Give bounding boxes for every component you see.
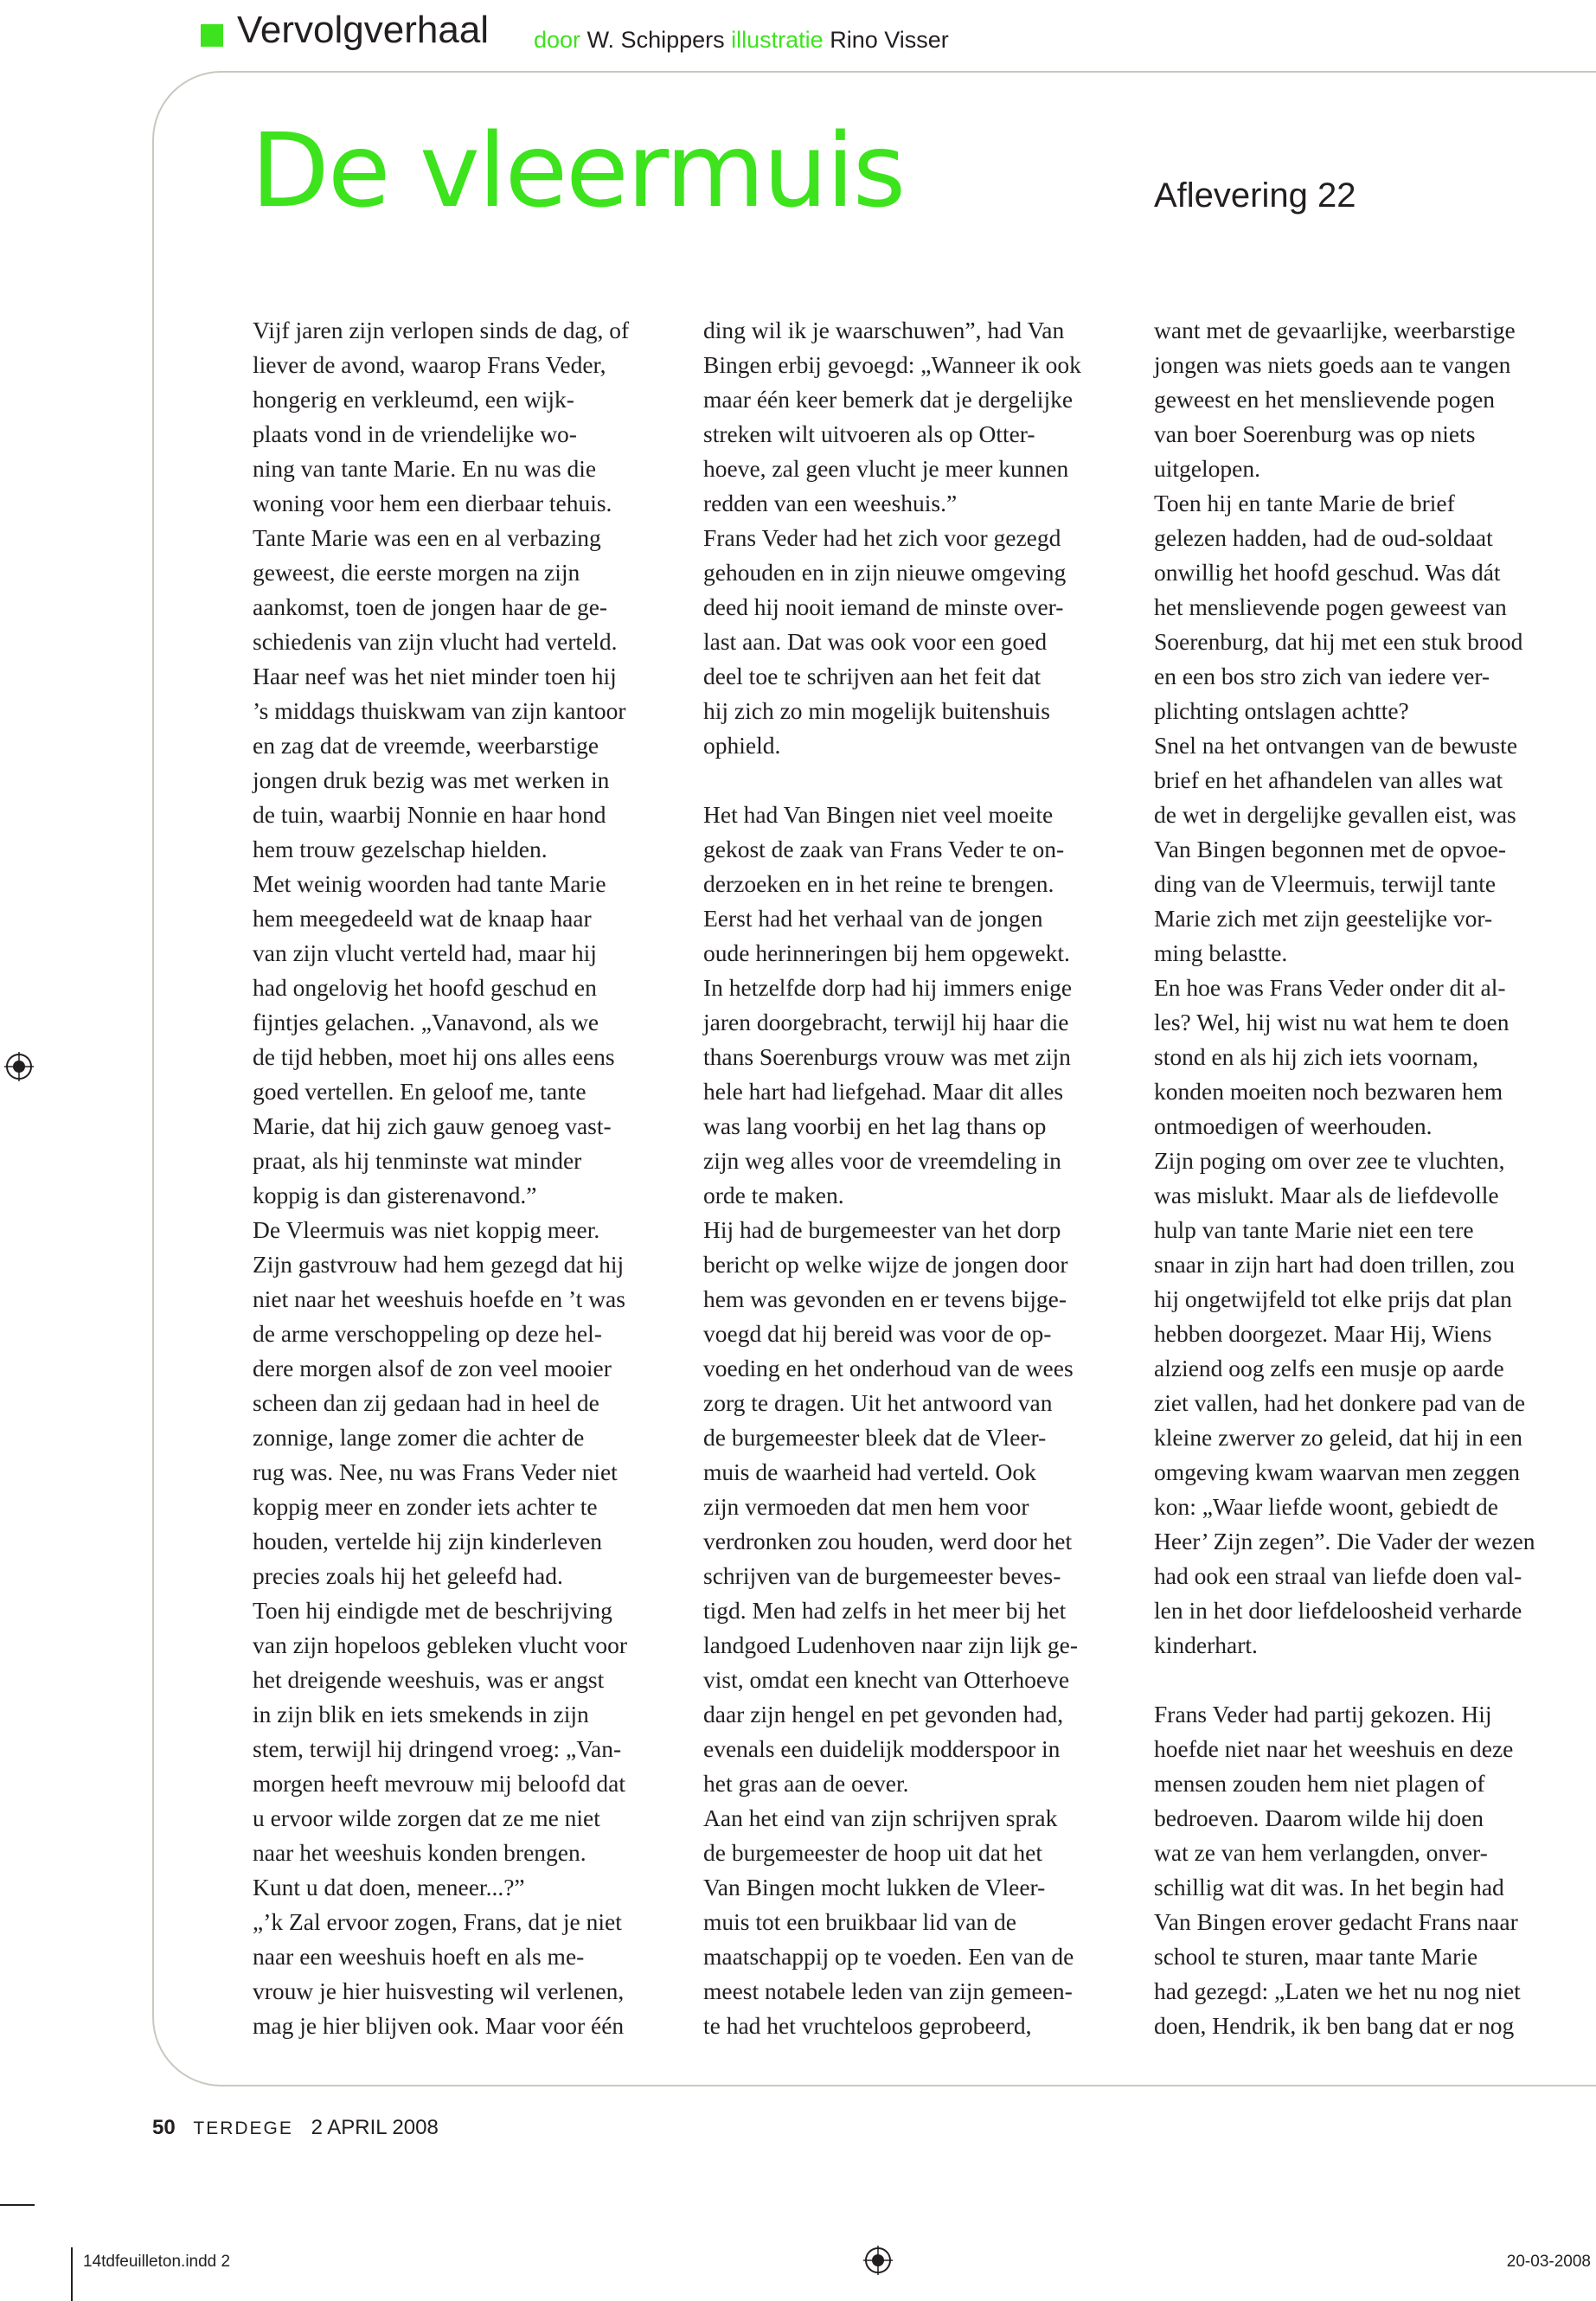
issue-date: 2 APRIL 2008 bbox=[311, 2116, 439, 2139]
text-column-1 bbox=[253, 313, 702, 2043]
text-line: redden van een weeshuis.” bbox=[703, 490, 958, 516]
text-line: liever de avond, waarop Frans Veder, bbox=[253, 351, 606, 378]
text-line: fijntjes gelachen. „Vanavond, als we bbox=[253, 1009, 599, 1035]
byline-author: W. Schippers bbox=[586, 27, 725, 53]
text-line bbox=[703, 763, 1153, 798]
text-line: schillig wat dit was. In het begin had bbox=[1154, 1874, 1504, 1900]
text-line: de wet in dergelijke gevallen eist, was bbox=[1154, 801, 1516, 828]
text-line: de tuin, waarbij Nonnie en haar hond bbox=[253, 801, 606, 828]
text-line: hebben doorgezet. Maar Hij, Wiens bbox=[1154, 1320, 1492, 1347]
text-line: Haar neef was het niet minder toen hij bbox=[253, 663, 617, 689]
text-line: konden moeiten noch bezwaren hem bbox=[1154, 1078, 1503, 1105]
text-line: had ook een straal van liefde doen val- bbox=[1154, 1562, 1522, 1589]
text-line: Marie, dat hij zich gauw genoeg vast- bbox=[253, 1112, 612, 1139]
text-line: evenals een duidelijk modderspoor in bbox=[703, 1735, 1061, 1762]
text-line: zijn weg alles voor de vreemdeling in bbox=[703, 1147, 1061, 1174]
text-line: zijn vermoeden dat men hem voor bbox=[703, 1493, 1029, 1520]
text-line: vist, omdat een knecht van Otterhoeve bbox=[703, 1666, 1070, 1693]
text-line: meest notabele leden van zijn gemeen- bbox=[703, 1977, 1073, 2004]
text-line: voeding en het onderhoud van de wees bbox=[703, 1355, 1074, 1381]
text-line: orde te maken. bbox=[703, 1182, 844, 1208]
text-line: ontmoedigen of weerhouden. bbox=[1154, 1112, 1433, 1139]
text-line: Frans Veder had partij gekozen. Hij bbox=[1154, 1701, 1492, 1727]
text-line: gekost de zaak van Frans Veder te on- bbox=[703, 836, 1065, 862]
text-line: zorg te dragen. Uit het antwoord van bbox=[703, 1389, 1053, 1416]
text-line: Frans Veder had het zich voor gezegd bbox=[703, 524, 1061, 551]
crop-mark bbox=[71, 2247, 73, 2301]
text-line: want met de gevaarlijke, weerbarstige bbox=[1154, 317, 1516, 343]
text-line: Heer’ Zijn zegen”. Die Vader der wezen bbox=[1154, 1528, 1535, 1554]
text-line: Vijf jaren zijn verlopen sinds de dag, of bbox=[253, 317, 630, 343]
text-line: praat, als hij tenminste wat minder bbox=[253, 1147, 582, 1174]
text-column-2 bbox=[703, 313, 1153, 2043]
text-line: Marie zich met zijn geestelijke vor- bbox=[1154, 905, 1493, 932]
text-line: geweest, die eerste morgen na zijn bbox=[253, 559, 580, 586]
text-line: ziet vallen, had het donkere pad van de bbox=[1154, 1389, 1526, 1416]
registration-mark-icon bbox=[4, 1052, 34, 1081]
text-line: snaar in zijn hart had doen trillen, zou bbox=[1154, 1251, 1515, 1278]
text-line bbox=[1154, 1663, 1596, 1697]
section-marker-icon bbox=[201, 24, 223, 47]
text-line: muis de waarheid had verteld. Ook bbox=[703, 1458, 1036, 1485]
text-line: houden, vertelde hij zijn kinderleven bbox=[253, 1528, 602, 1554]
text-line: stond en als hij zich iets voornam, bbox=[1154, 1043, 1478, 1070]
crop-mark bbox=[0, 2204, 35, 2206]
text-line: Zijn poging om over zee te vluchten, bbox=[1154, 1147, 1505, 1174]
text-line: hem meegedeeld wat de knaap haar bbox=[253, 905, 592, 932]
text-line: van zijn vlucht verteld had, maar hij bbox=[253, 939, 597, 966]
text-line: had gezegd: „Laten we het nu nog niet bbox=[1154, 1977, 1521, 2004]
text-line: zonnige, lange zomer die achter de bbox=[253, 1424, 585, 1451]
text-line: van zijn hopeloos gebleken vlucht voor bbox=[253, 1631, 628, 1658]
text-line: gelezen hadden, had de oud-soldaat bbox=[1154, 524, 1493, 551]
text-line: naar een weeshuis hoeft en als me- bbox=[253, 1943, 585, 1970]
text-line: ’s middags thuiskwam van zijn kantoor bbox=[253, 697, 626, 724]
section-title: Vervolgverhaal bbox=[237, 9, 490, 51]
text-line: ding van de Vleermuis, terwijl tante bbox=[1154, 870, 1497, 897]
text-line: maar één keer bemerk dat je dergelijke bbox=[703, 386, 1074, 413]
text-line: kon: „Waar liefde woont, gebiedt de bbox=[1154, 1493, 1498, 1520]
registration-mark-icon bbox=[863, 2246, 893, 2275]
text-line: scheen dan zij gedaan had in heel de bbox=[253, 1389, 599, 1416]
text-line: schiedenis van zijn vlucht had verteld. bbox=[253, 628, 618, 655]
text-line: had ongelovig het hoofd geschud en bbox=[253, 974, 597, 1001]
text-line: u ervoor wilde zorgen dat ze me niet bbox=[253, 1804, 600, 1831]
text-line: rug was. Nee, nu was Frans Veder niet bbox=[253, 1458, 618, 1485]
text-line: de burgemeester de hoop uit dat het bbox=[703, 1839, 1043, 1866]
page-number: 50 bbox=[152, 2116, 176, 2139]
text-line: hulp van tante Marie niet een tere bbox=[1154, 1216, 1474, 1243]
text-line: Kunt u dat doen, meneer...?” bbox=[253, 1874, 525, 1900]
text-line: jaren doorgebracht, terwijl hij haar die bbox=[703, 1009, 1069, 1035]
text-line: tigd. Men had zelfs in het meer bij het bbox=[703, 1597, 1067, 1624]
text-line: Het had Van Bingen niet veel moeite bbox=[703, 801, 1054, 828]
text-line: geweest en het menslievende pogen bbox=[1154, 386, 1496, 413]
byline-illus-word: illustratie bbox=[731, 27, 824, 53]
text-line: Met weinig woorden had tante Marie bbox=[253, 870, 606, 897]
text-line: streken wilt uitvoeren als op Otter- bbox=[703, 420, 1035, 447]
text-line: de tijd hebben, moet hij ons alles eens bbox=[253, 1043, 615, 1070]
text-line: schrijven van de burgemeester beves- bbox=[703, 1562, 1061, 1589]
text-line: in zijn blik en iets smekends in zijn bbox=[253, 1701, 589, 1727]
text-line: oude herinneringen bij hem opgewekt. bbox=[703, 939, 1070, 966]
text-column-3 bbox=[1154, 313, 1596, 2043]
text-line: ding wil ik je waarschuwen”, had Van bbox=[703, 317, 1065, 343]
text-line: Bingen erbij gevoegd: „Wanneer ik ook bbox=[703, 351, 1081, 378]
text-line: woning voor hem een dierbaar tehuis. bbox=[253, 490, 612, 516]
text-line: mensen zouden hem niet plagen of bbox=[1154, 1770, 1485, 1797]
text-line: maatschappij op te voeden. Een van de bbox=[703, 1943, 1074, 1970]
text-line: en een bos stro zich van iedere ver- bbox=[1154, 663, 1490, 689]
text-line: ning van tante Marie. En nu was die bbox=[253, 455, 597, 482]
text-line: landgoed Ludenhoven naar zijn lijk ge- bbox=[703, 1631, 1078, 1658]
text-line: naar het weeshuis konden brengen. bbox=[253, 1839, 586, 1866]
text-line: Toen hij eindigde met de beschrijving bbox=[253, 1597, 612, 1624]
text-line: kinderhart. bbox=[1154, 1631, 1258, 1658]
text-line: voegd dat hij bereid was voor de op- bbox=[703, 1320, 1052, 1347]
text-line: In hetzelfde dorp had hij immers enige bbox=[703, 974, 1073, 1001]
slug-date: 20-03-2008 bbox=[1506, 2253, 1591, 2271]
text-line: aankomst, toen de jongen haar de ge- bbox=[253, 593, 608, 620]
text-line: kleine zwerver zo geleid, dat hij in een bbox=[1154, 1424, 1523, 1451]
text-line: ophield. bbox=[703, 732, 781, 759]
text-line: uitgelopen. bbox=[1154, 455, 1260, 482]
text-line: het gras aan de oever. bbox=[703, 1770, 909, 1797]
text-line: Aan het eind van zijn schrijven sprak bbox=[703, 1804, 1058, 1831]
text-line: jongen druk bezig was met werken in bbox=[253, 766, 610, 793]
text-line: hem was gevonden en er tevens bijge- bbox=[703, 1285, 1067, 1312]
text-line: koppig is dan gisterenavond.” bbox=[253, 1182, 537, 1208]
text-line: plaats vond in de vriendelijke wo- bbox=[253, 420, 577, 447]
story-title: De vleermuis bbox=[251, 111, 905, 230]
text-line: de burgemeester bleek dat de Vleer- bbox=[703, 1424, 1047, 1451]
text-line: de arme verschoppeling op deze hel- bbox=[253, 1320, 602, 1347]
text-line: thans Soerenburgs vrouw was met zijn bbox=[703, 1043, 1071, 1070]
text-line: Van Bingen mocht lukken de Vleer- bbox=[703, 1874, 1046, 1900]
text-line: last aan. Dat was ook voor een goed bbox=[703, 628, 1048, 655]
text-line: verdronken zou houden, werd door het bbox=[703, 1528, 1073, 1554]
byline-illustrator: Rino Visser bbox=[830, 27, 949, 53]
text-line: daar zijn hengel en pet gevonden had, bbox=[703, 1701, 1064, 1727]
text-line: hem trouw gezelschap hielden. bbox=[253, 836, 548, 862]
text-line: vrouw je hier huisvesting wil verlenen, bbox=[253, 1977, 625, 2004]
text-line: derzoeken en in het reine te brengen. bbox=[703, 870, 1054, 897]
text-line: gehouden en in zijn nieuwe omgeving bbox=[703, 559, 1067, 586]
text-line: hele hart had liefgehad. Maar dit alles bbox=[703, 1078, 1064, 1105]
text-line: hij zich zo min mogelijk buitenshuis bbox=[703, 697, 1050, 724]
text-line: doen, Hendrik, ik ben bang dat er nog bbox=[1154, 2012, 1515, 2039]
text-line: jongen was niets goeds aan te vangen bbox=[1154, 351, 1511, 378]
text-line: hoeve, zal geen vlucht je meer kunnen bbox=[703, 455, 1069, 482]
text-line: omgeving kwam waarvan men zeggen bbox=[1154, 1458, 1521, 1485]
text-line: wat ze van hem verlangden, onver- bbox=[1154, 1839, 1488, 1866]
text-line: het menslievende pogen geweest van bbox=[1154, 593, 1507, 620]
text-line: „’k Zal ervoor zogen, Frans, dat je niet bbox=[253, 1908, 622, 1935]
page-folio bbox=[152, 2116, 439, 2140]
text-line: len in het door liefdeloosheid verharde bbox=[1154, 1597, 1522, 1624]
text-line: was mislukt. Maar als de liefdevolle bbox=[1154, 1182, 1499, 1208]
text-line: was lang voorbij en het lag thans op bbox=[703, 1112, 1047, 1139]
text-line: Soerenburg, dat hij met een stuk brood bbox=[1154, 628, 1523, 655]
text-line: en zag dat de vreemde, weerbarstige bbox=[253, 732, 599, 759]
text-line: hij ongetwijfeld tot elke prijs dat plan bbox=[1154, 1285, 1512, 1312]
text-line: van boer Soerenburg was op niets bbox=[1154, 420, 1476, 447]
text-line: Van Bingen begonnen met de opvoe- bbox=[1154, 836, 1507, 862]
text-line: De Vleermuis was niet koppig meer. bbox=[253, 1216, 600, 1243]
text-line: plichting ontslagen achtte? bbox=[1154, 697, 1409, 724]
text-line: Hij had de burgemeester van het dorp bbox=[703, 1216, 1061, 1243]
text-line: stem, terwijl hij dringend vroeg: „Van- bbox=[253, 1735, 622, 1762]
slug-filename: 14tdfeuilleton.indd 2 bbox=[83, 2253, 231, 2271]
text-line: bedroeven. Daarom wilde hij doen bbox=[1154, 1804, 1484, 1831]
text-line: mag je hier blijven ook. Maar voor één bbox=[253, 2012, 625, 2039]
text-line: goed vertellen. En geloof me, tante bbox=[253, 1078, 586, 1105]
magazine-name: TERDEGE bbox=[193, 2118, 293, 2138]
text-line: deed hij nooit iemand de minste over- bbox=[703, 593, 1064, 620]
text-line: Tante Marie was een en al verbazing bbox=[253, 524, 601, 551]
byline bbox=[534, 27, 949, 54]
text-line: school te sturen, maar tante Marie bbox=[1154, 1943, 1478, 1970]
text-line: Eerst had het verhaal van de jongen bbox=[703, 905, 1043, 932]
text-line: Toen hij en tante Marie de brief bbox=[1154, 490, 1455, 516]
text-line: te had het vruchteloos geprobeerd, bbox=[703, 2012, 1032, 2039]
text-line: dere morgen alsof de zon veel mooier bbox=[253, 1355, 612, 1381]
text-line: deel toe te schrijven aan het feit dat bbox=[703, 663, 1042, 689]
text-line: koppig meer en zonder iets achter te bbox=[253, 1493, 598, 1520]
text-line: morgen heeft mevrouw mij beloofd dat bbox=[253, 1770, 625, 1797]
byline-by-word: door bbox=[534, 27, 581, 53]
text-line: Snel na het ontvangen van de bewuste bbox=[1154, 732, 1518, 759]
text-line: hoefde niet naar het weeshuis en deze bbox=[1154, 1735, 1514, 1762]
text-line: Van Bingen erover gedacht Frans naar bbox=[1154, 1908, 1518, 1935]
text-line: onwillig het hoofd geschud. Was dát bbox=[1154, 559, 1501, 586]
text-line: hongerig en verkleumd, een wijk- bbox=[253, 386, 574, 413]
episode-label: Aflevering 22 bbox=[1154, 176, 1356, 215]
text-line: En hoe was Frans Veder onder dit al- bbox=[1154, 974, 1506, 1001]
text-line: Zijn gastvrouw had hem gezegd dat hij bbox=[253, 1251, 625, 1278]
text-line: ming belastte. bbox=[1154, 939, 1288, 966]
text-line: brief en het afhandelen van alles wat bbox=[1154, 766, 1503, 793]
text-line: niet naar het weeshuis hoefde en ’t was bbox=[253, 1285, 625, 1312]
text-line: precies zoals hij het geleefd had. bbox=[253, 1562, 563, 1589]
text-line: les? Wel, hij wist nu wat hem te doen bbox=[1154, 1009, 1509, 1035]
text-line: muis tot een bruikbaar lid van de bbox=[703, 1908, 1016, 1935]
text-line: bericht op welke wijze de jongen door bbox=[703, 1251, 1068, 1278]
text-line: alziend oog zelfs een musje op aarde bbox=[1154, 1355, 1504, 1381]
text-line: het dreigende weeshuis, was er angst bbox=[253, 1666, 605, 1693]
